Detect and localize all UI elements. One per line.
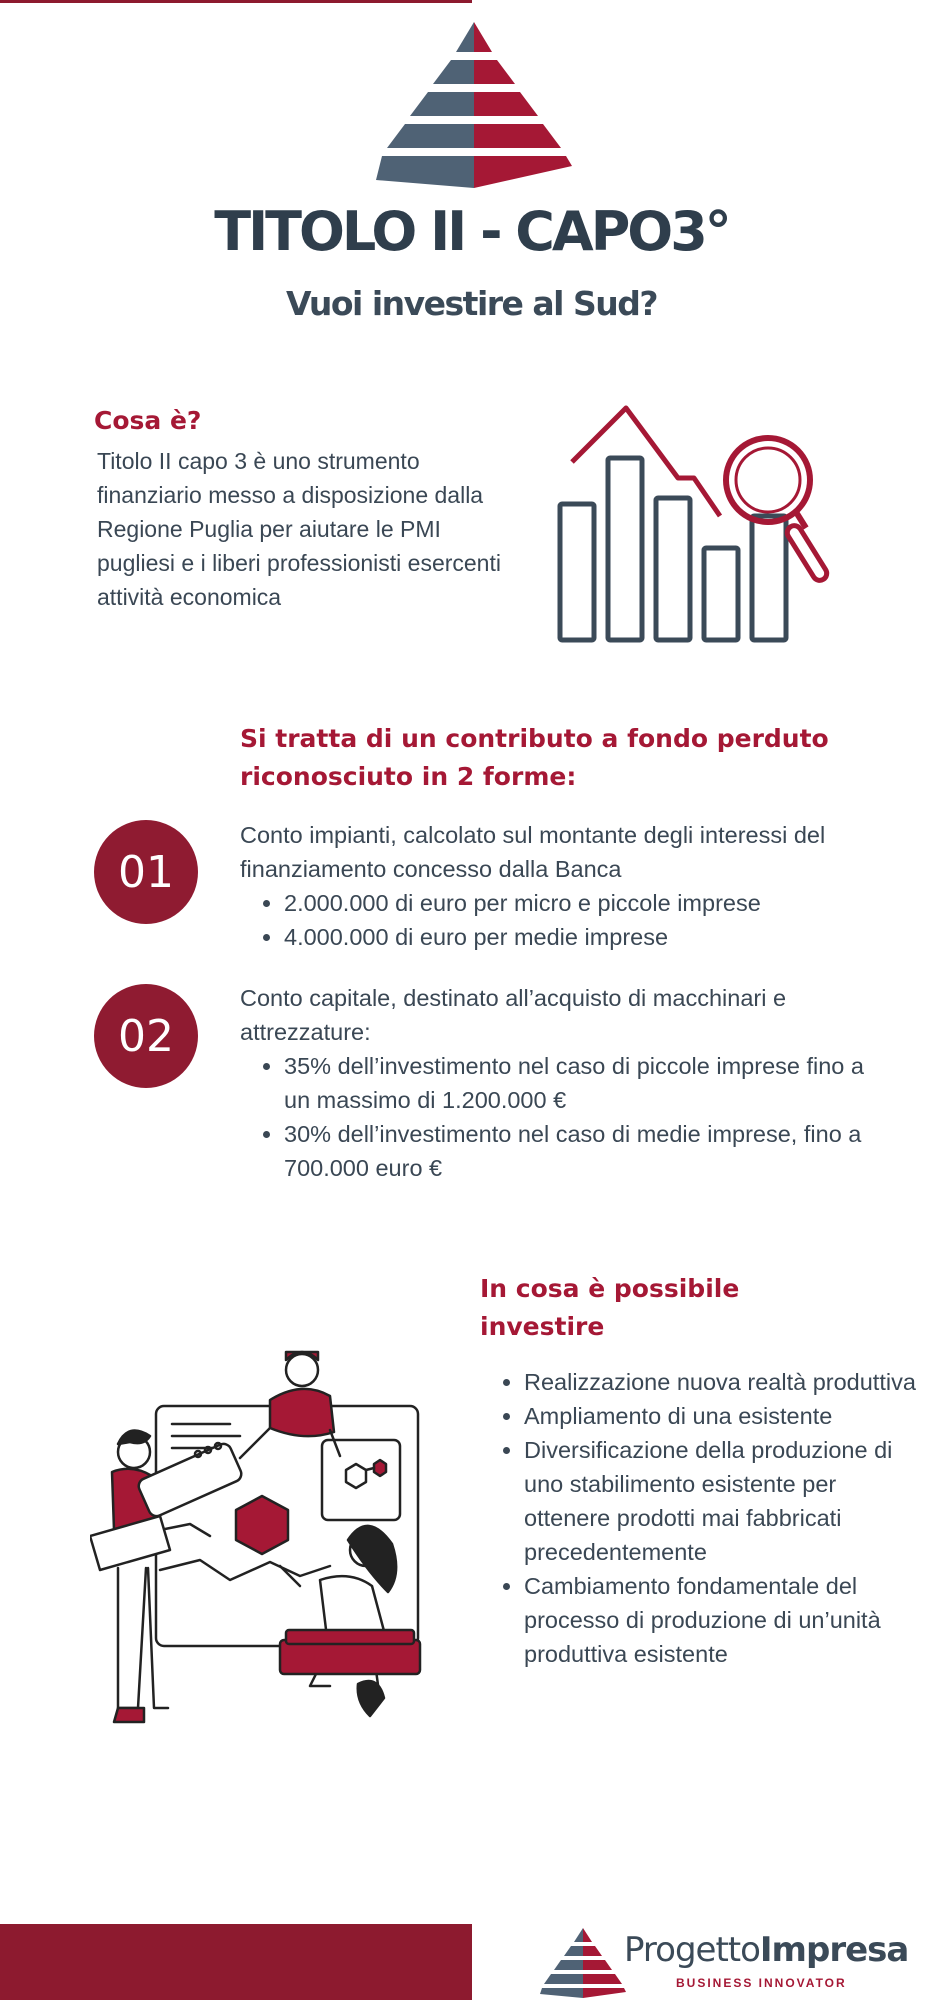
bottom-accent-bar [0, 1924, 472, 2000]
brand-wordmark [624, 1930, 908, 1970]
contributo-bullets [240, 886, 880, 954]
investire-heading: In cosa è possibile investire [480, 1274, 740, 1341]
contributo-item-text: Conto impianti, calcolato sul montante degli interessi del finanziamento concesso dalla Banca [240, 822, 826, 882]
cosa-description: Titolo II capo 3 è uno strumento finanziario messo a disposizione dalla Regione Puglia per aiutare le PMI pugliesi e i liberi professionisti esercenti attività economica [97, 448, 501, 610]
contributo-bullets [240, 1049, 880, 1185]
step-number-badge: 01 [94, 820, 198, 924]
list-item: • 35% dell’investimento nel caso di piccole imprese fino a un massimo di 1.200.000 € [284, 1049, 880, 1117]
contributo-item-conto-impianti [240, 818, 880, 954]
page-title: TITOLO II - CAPO3° [214, 200, 729, 263]
contributo-item-conto-capitale [240, 981, 880, 1185]
brand-pyramid-icon [540, 1928, 626, 1998]
list-item: • Cambiamento fondamentale del processo di produzione di un’unità produttiva esistente [524, 1569, 924, 1671]
brand-tagline: BUSINESS INNOVATOR [676, 1976, 847, 1990]
contributo-item-text: Conto capitale, destinato all’acquisto di macchinari e attrezzature: [240, 985, 787, 1045]
list-item: • 30% dell’investimento nel caso di medie imprese, fino a 700.000 euro € [284, 1117, 880, 1185]
team-collaboration-illustration [90, 1340, 430, 1730]
page-subtitle: Vuoi investire al Sud? [286, 284, 657, 323]
step-number-badge: 02 [94, 984, 198, 1088]
bar-chart-magnifier-icon [550, 400, 850, 650]
cosa-heading: Cosa è? [94, 406, 202, 435]
list-item: • Diversificazione della produzione di uno stabilimento esistente per ottenere prodotti mai fabbricati precedentemente [524, 1433, 924, 1569]
list-item: • Realizzazione nuova realtà produttiva [524, 1365, 924, 1399]
contributo-heading: Si tratta di un contributo a fondo perduto riconosciuto in 2 forme: [240, 724, 829, 791]
brand-name-light: Progetto [624, 1930, 760, 1970]
brand-name-bold: Impresa [759, 1930, 909, 1970]
pyramid-logo-icon [376, 22, 572, 188]
top-accent-bar [0, 0, 472, 3]
list-item: • 2.000.000 di euro per micro e piccole imprese [284, 886, 880, 920]
list-item: • Ampliamento di una esistente [524, 1399, 924, 1433]
investire-list [480, 1365, 924, 1671]
list-item: • 4.000.000 di euro per medie imprese [284, 920, 880, 954]
